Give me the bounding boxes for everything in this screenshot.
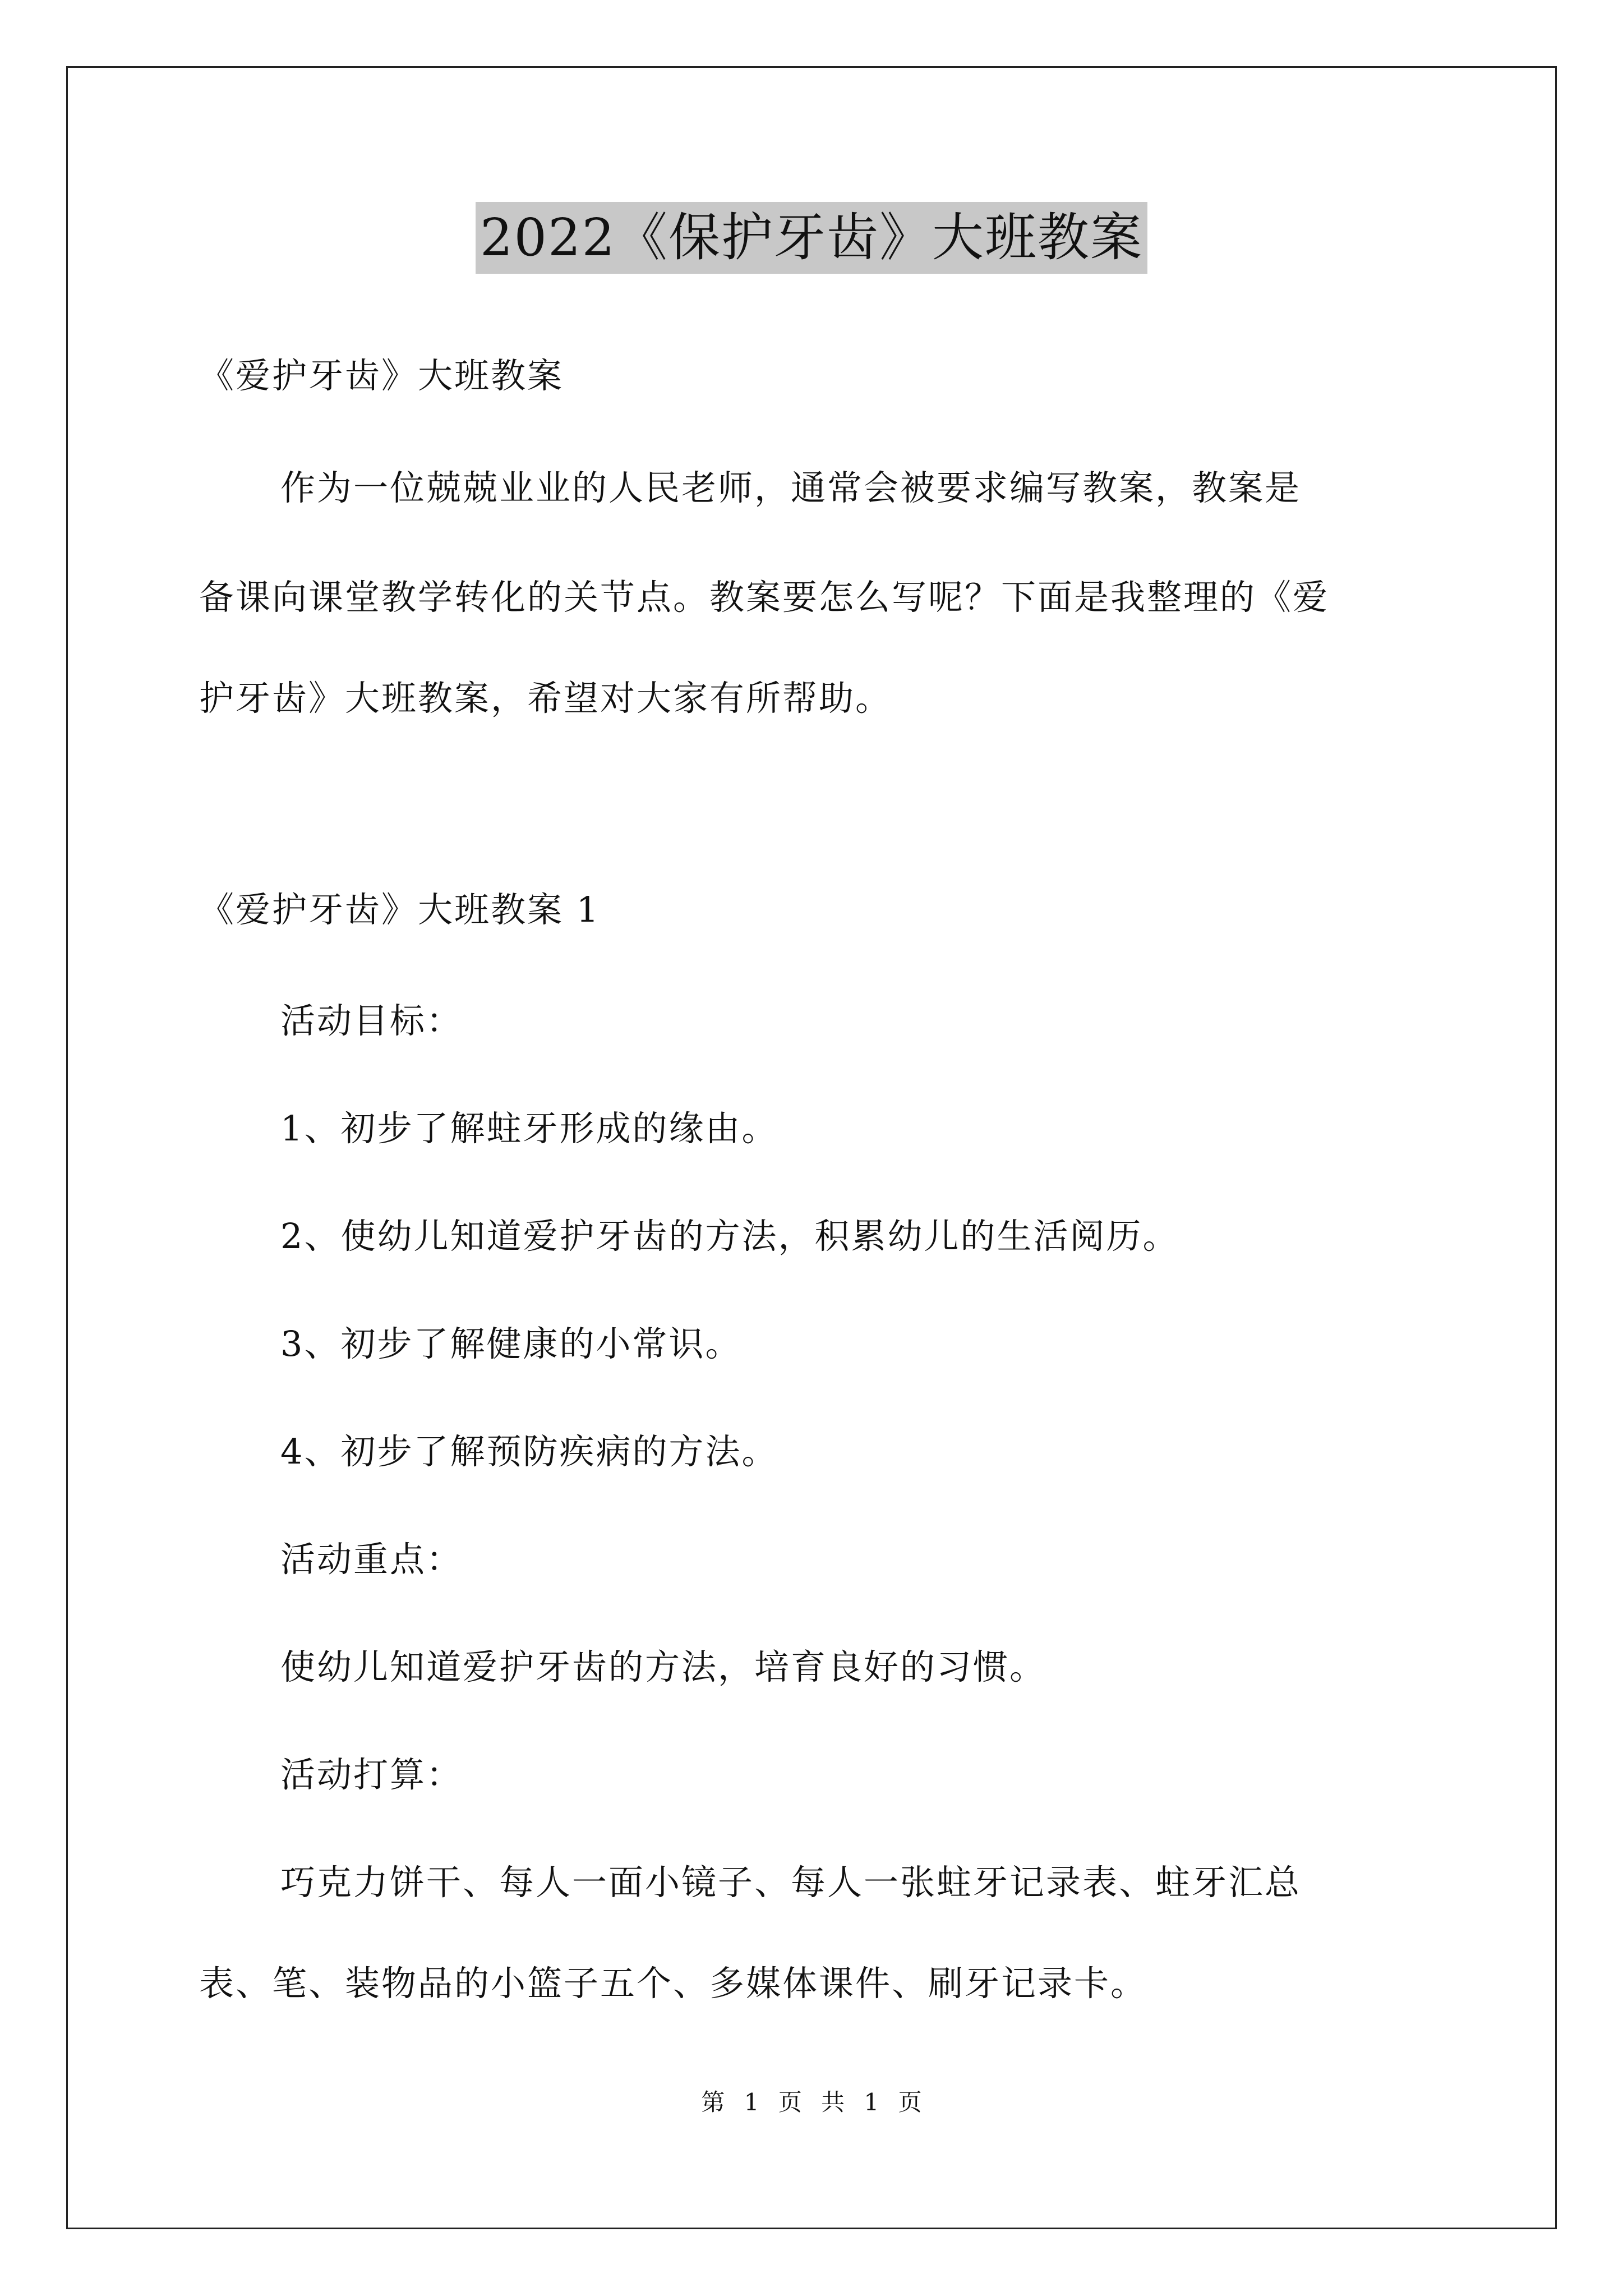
preparation-line-2: 表、笔、装物品的小篮子五个、多媒体课件、刷牙记录卡。 (199, 1963, 1147, 2004)
focus-text: 使幼儿知道爱护牙齿的方法，培育良好的习惯。 (280, 1646, 1046, 1687)
document-title: 2022《保护牙齿》大班教案 (476, 202, 1147, 274)
preparation-line-1: 巧克力饼干、每人一面小镜子、每人一张蛀牙记录表、蛀牙汇总 (280, 1862, 1302, 1903)
section-heading: 《爱护牙齿》大班教案 1 (199, 889, 601, 930)
preparation-heading: 活动打算： (280, 1754, 463, 1795)
title-container (0, 202, 1623, 274)
goal-item-1: 1、初步了解蛀牙形成的缘由。 (280, 1108, 778, 1149)
goals-heading: 活动目标： (280, 1000, 463, 1041)
intro-line-1: 作为一位兢兢业业的人民老师，通常会被要求编写教案，教案是 (280, 467, 1302, 508)
intro-line-3: 护牙齿》大班教案，希望对大家有所帮助。 (199, 678, 892, 719)
goal-item-4: 4、初步了解预防疾病的方法。 (280, 1431, 778, 1472)
focus-heading: 活动重点： (280, 1539, 463, 1580)
document-subtitle: 《爱护牙齿》大班教案 (199, 355, 564, 396)
goal-item-3: 3、初步了解健康的小常识。 (280, 1323, 742, 1364)
goal-item-2: 2、使幼儿知道爱护牙齿的方法，积累幼儿的生活阅历。 (280, 1216, 1179, 1257)
page-number-footer: 第 1 页 共 1 页 (701, 2088, 922, 2116)
intro-line-2: 备课向课堂教学转化的关节点。教案要怎么写呢？下面是我整理的《爱 (199, 577, 1330, 618)
